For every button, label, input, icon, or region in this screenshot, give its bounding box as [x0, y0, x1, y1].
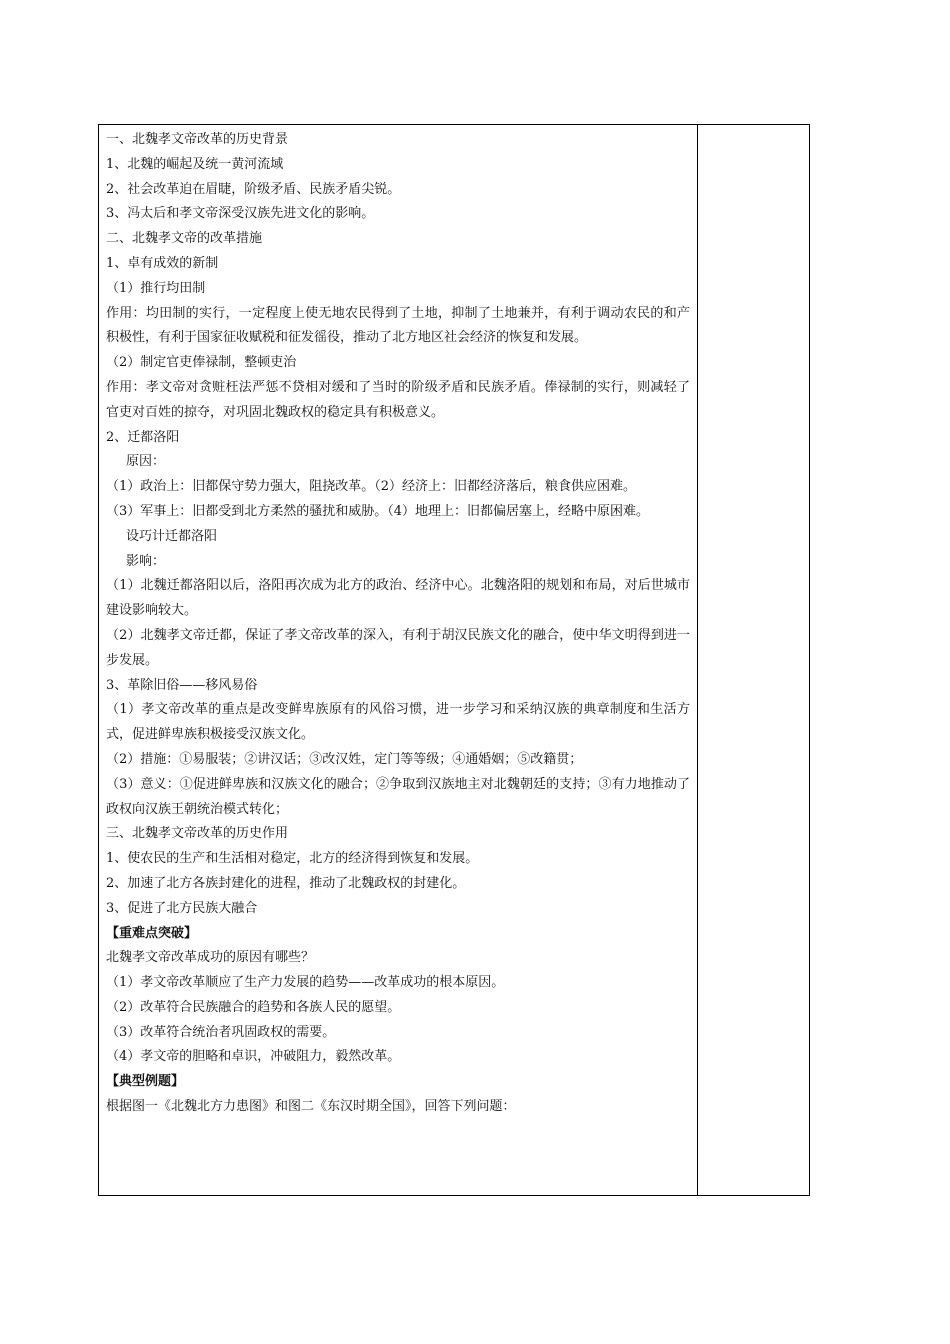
- text-line: 3、革除旧俗——移风易俗: [106, 677, 258, 693]
- section-heading: 【典型例题】: [106, 1074, 185, 1090]
- text-line: 2、加速了北方各族封建化的进程，推动了北魏政权的封建化。: [106, 875, 466, 891]
- text-line: （3）改革符合统治者巩固政权的需要。: [106, 1024, 336, 1040]
- text-line: （2）措施：①易服装；②讲汉话；③改汉姓，定门等等级；④通婚姻；⑤改籍贯；: [106, 751, 583, 767]
- text-line: 北魏孝文帝改革成功的原因有哪些？: [106, 950, 315, 966]
- text-line: （1）推行均田制: [106, 280, 206, 296]
- lesson-table: [98, 124, 810, 1196]
- text-line: 二、北魏孝文帝的改革措施: [106, 231, 263, 247]
- text-line: 一、北魏孝文帝改革的历史背景: [106, 132, 289, 147]
- text-line: 影响：: [126, 553, 166, 569]
- text-line: （1）孝文帝改革顺应了生产力发展的趋势——改革成功的根本原因。: [106, 975, 505, 991]
- text-line: 2、社会改革迫在眉睫，阶级矛盾、民族矛盾尖锐。: [106, 181, 401, 197]
- text-line: （3）军事上：旧都受到北方柔然的骚扰和威胁。（4）地理上：旧都偏居塞上，经略中原困难。: [106, 503, 650, 519]
- text-line: （1）孝文帝改革的重点是改变鲜卑族原有的风俗习惯，进一步学习和采纳汉族的典章制度和生活方式，促进鲜卑族积极接受汉族文化。: [106, 702, 690, 743]
- text-line: 原因：: [126, 454, 166, 470]
- text-line: 作用：孝文帝对贪赃枉法严惩不贷相对缓和了当时的阶级矛盾和民族矛盾。俸禄制的实行，则减轻了官吏对百姓的掠夺，对巩固北魏政权的稳定具有积极意义。: [106, 379, 690, 420]
- lesson-content: [106, 128, 690, 1120]
- text-line: （2）制定官吏俸禄制，整顿吏治: [106, 355, 297, 371]
- text-line: 根据图一《北魏北方力患图》和图二《东汉时期全国》，回答下列问题：: [106, 1099, 516, 1115]
- text-line: 1、卓有成效的新制: [106, 255, 219, 271]
- text-line: （3）意义：①促进鲜卑族和汉族文化的融合；②争取到汉族地主对北魏朝廷的支持；③有力地推动了政权向汉族王朝统治模式转化；: [106, 776, 690, 817]
- text-line: 2、迁都洛阳: [106, 429, 180, 445]
- text-line: 3、促进了北方民族大融合: [106, 900, 258, 916]
- text-line: 1、使农民的生产和生活相对稳定，北方的经济得到恢复和发展。: [106, 851, 479, 867]
- text-line: 设巧计迁都洛阳: [126, 528, 218, 544]
- text-line: （4）孝文帝的胆略和卓识，冲破阻力，毅然改革。: [106, 1049, 401, 1065]
- text-line: （1）北魏迁都洛阳以后，洛阳再次成为北方的政治、经济中心。北魏洛阳的规划和布局，对后世城市建设影响较大。: [106, 578, 690, 619]
- section-heading: 【重难点突破】: [106, 925, 198, 941]
- text-line: 作用：均田制的实行，一定程度上使无地农民得到了土地，抑制了土地兼并，有利于调动农民的和产积极性，有利于国家征收赋税和征发徭役，推动了北方地区社会经济的恢复和发展。: [106, 305, 690, 346]
- column-divider: [697, 125, 698, 1195]
- text-line: 3、冯太后和孝文帝深受汉族先进文化的影响。: [106, 206, 375, 222]
- text-line: 1、北魏的崛起及统一黄河流域: [106, 156, 284, 172]
- text-line: （1）政治上：旧都保守势力强大，阻挠改革。（2）经济上：旧都经济落后，粮食供应困难。: [106, 479, 637, 495]
- text-line: （2）改革符合民族融合的趋势和各族人民的愿望。: [106, 999, 401, 1015]
- text-line: （2）北魏孝文帝迁都，保证了孝文帝改革的深入，有利于胡汉民族文化的融合，使中华文明得到进一步发展。: [106, 627, 690, 668]
- text-line: 三、北魏孝文帝改革的历史作用: [106, 826, 289, 842]
